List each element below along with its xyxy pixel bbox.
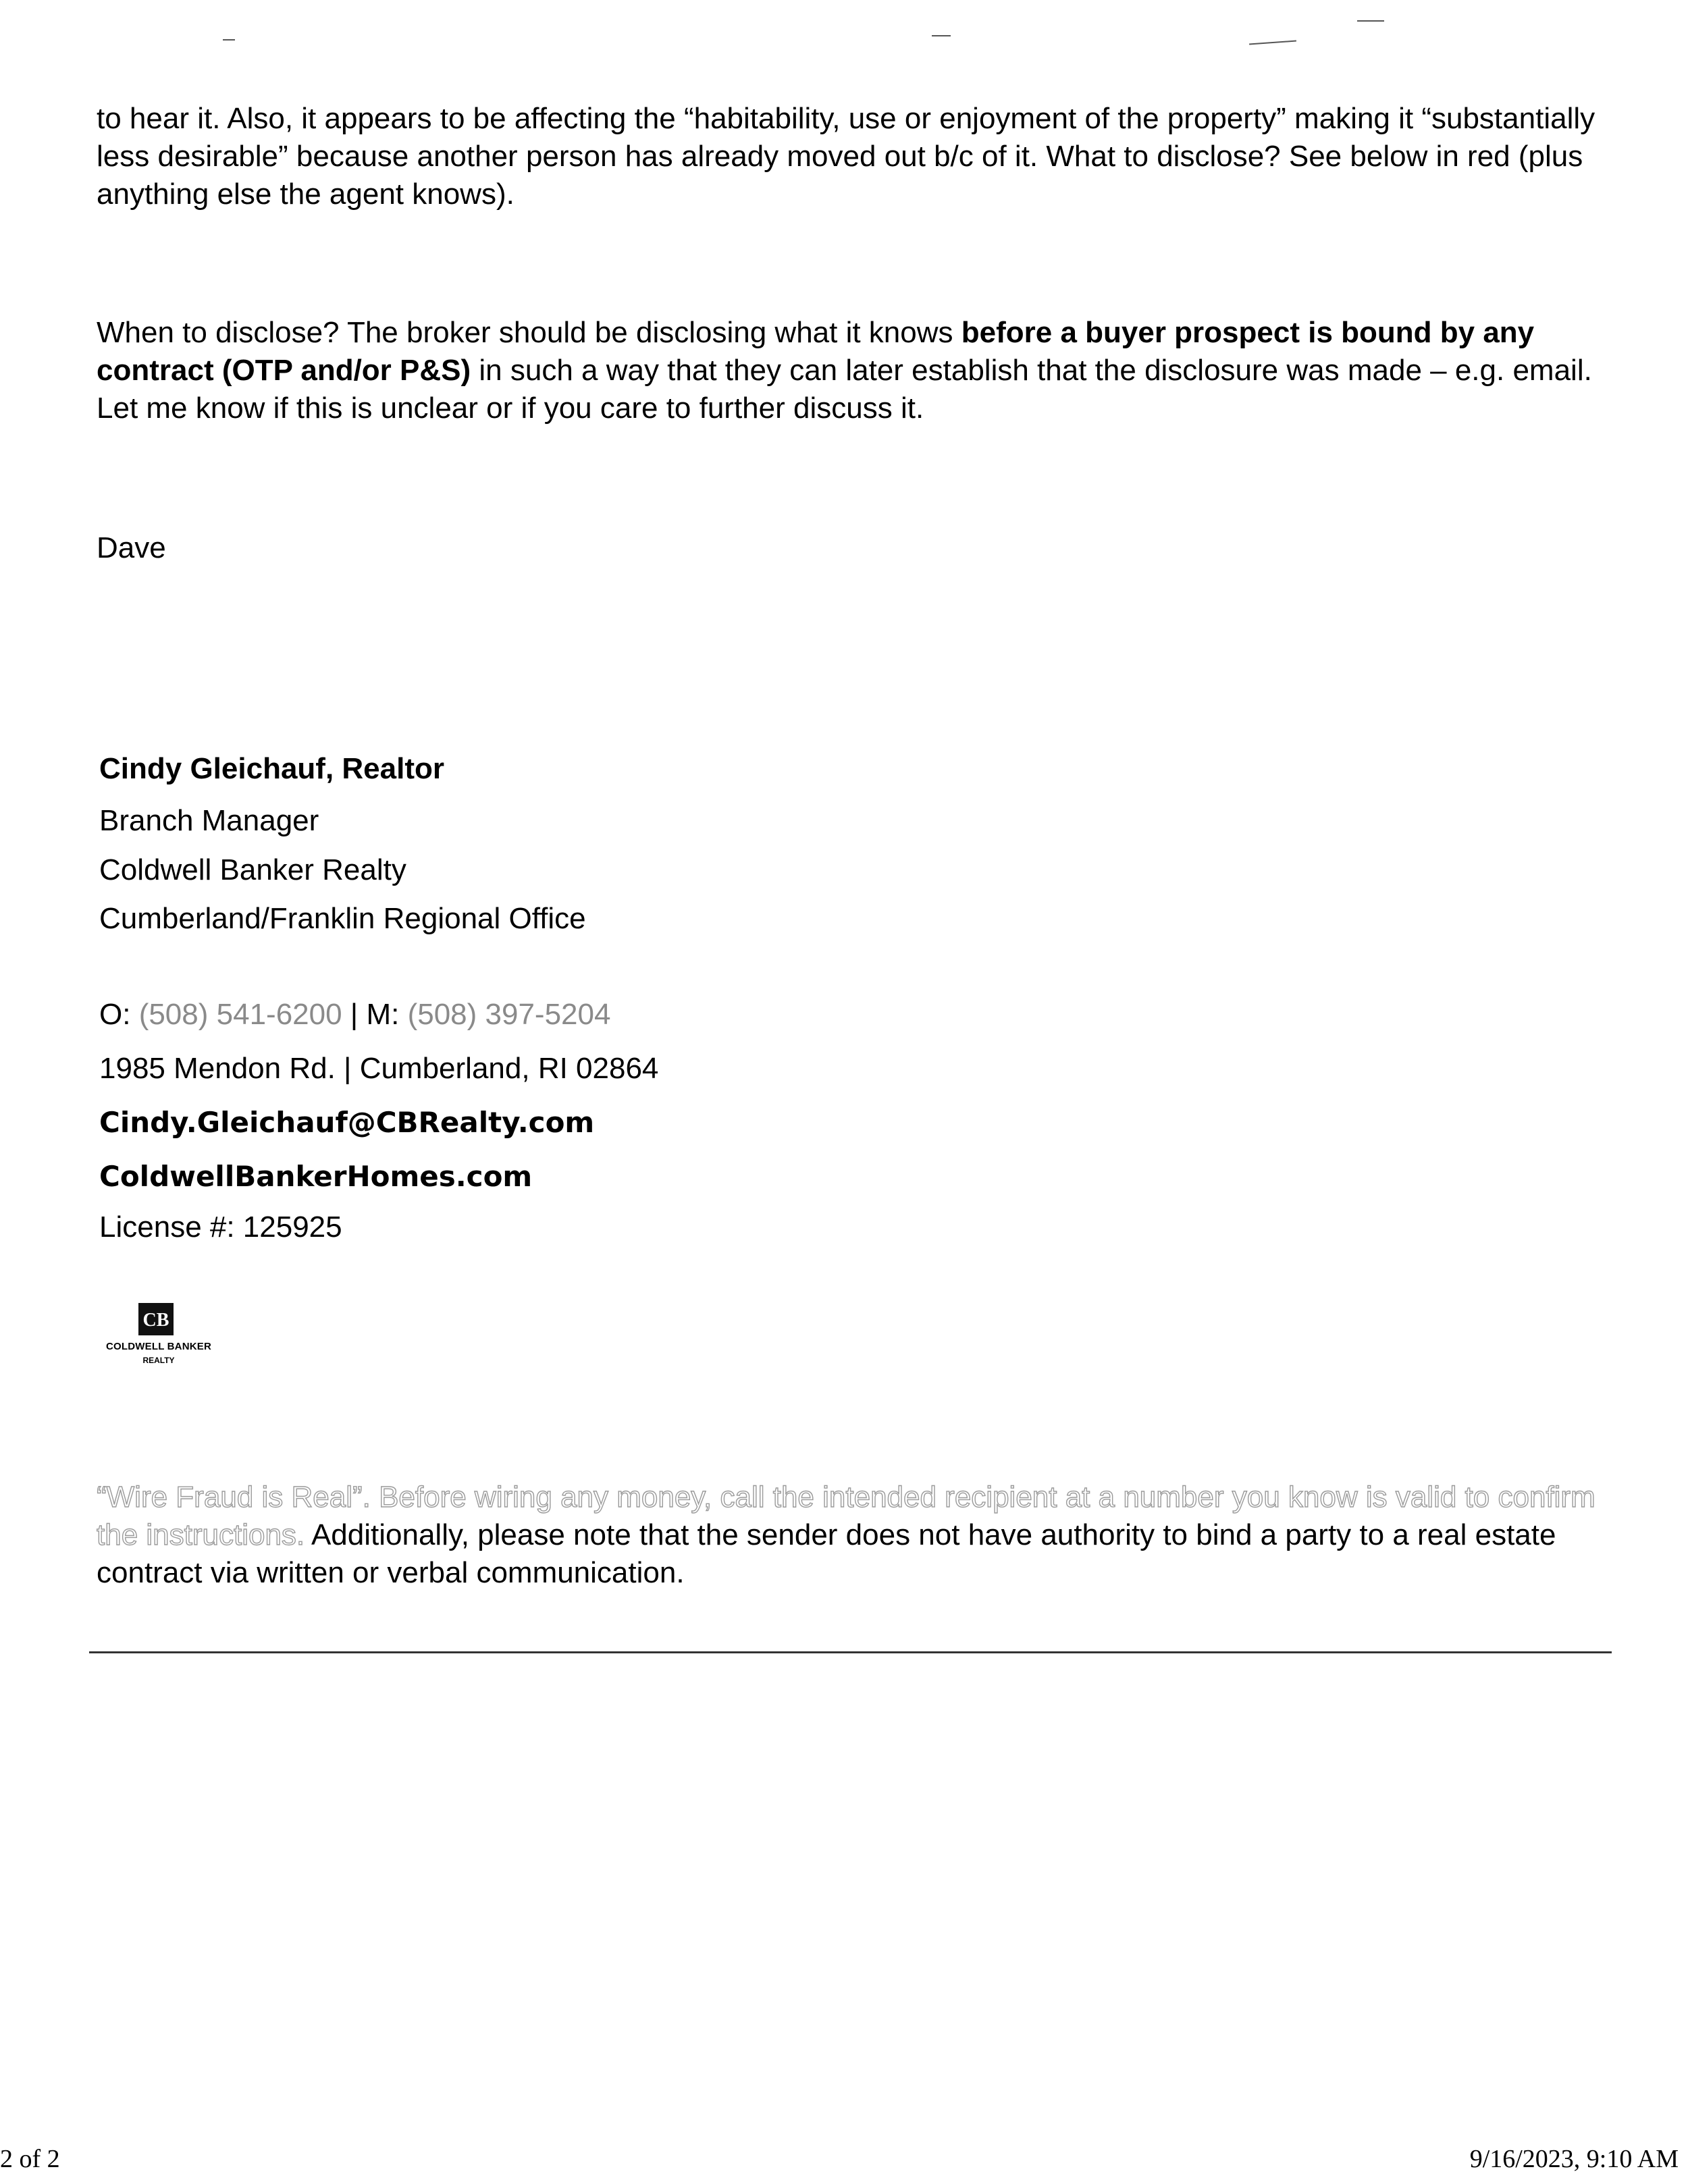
print-timestamp: 9/16/2023, 9:10 AM xyxy=(1469,2145,1679,2173)
signature-phones xyxy=(99,996,610,1034)
disclaimer-faint-text: “Wire Fraud is Real”. Before wiring any money, call the intended recipient at a number you know is valid to confirm the instructions. xyxy=(97,1481,1595,1551)
when-tail-text: in such a way that they can later establish that the disclosure was made – e.g. email. Let me know if this is unclear or if you care to further discuss it. xyxy=(97,354,1592,425)
page-number: 2 of 2 xyxy=(0,2145,60,2173)
signature-email-link[interactable]: Cindy.Gleichauf@CBRealty.com xyxy=(99,1106,595,1139)
cb-logo-icon xyxy=(138,1303,174,1335)
office-phone-label: O: xyxy=(99,998,139,1031)
mobile-phone-link[interactable]: (508) 397-5204 xyxy=(407,998,611,1031)
signature-website-link[interactable]: ColdwellBankerHomes.com xyxy=(99,1160,533,1193)
disclaimer-text: Additionally, please note that the sender does not have authority to bind a party to a real estate contract via written or verbal communication. xyxy=(97,1518,1556,1589)
when-bold-text: before a buyer prospect is bound by any contract (OTP and/or P&S) xyxy=(97,316,1535,387)
habitability-paragraph xyxy=(97,100,1609,213)
habitability-text: to hear it. Also, it appears to be affecting the “habitability, use or enjoyment of the property” making it “substantially less desirable” because another person has already moved out b/c of it. What to disclose? See below in red (plus anything else the agent knows). xyxy=(97,102,1595,211)
mobile-phone-label: M: xyxy=(366,998,408,1031)
when-lead-text: When to disclose? The broker should be disclosing what it knows xyxy=(97,316,961,349)
office-phone-link[interactable]: (508) 541-6200 xyxy=(138,998,342,1031)
signature-title: Branch Manager xyxy=(99,804,319,837)
signature-address: 1985 Mendon Rd. | Cumberland, RI 02864 xyxy=(99,1052,659,1085)
cb-monogram-icon xyxy=(138,1303,174,1335)
phone-separator: | xyxy=(342,998,367,1031)
scan-mark xyxy=(932,35,951,36)
scan-mark xyxy=(1357,20,1384,22)
signature-company: Coldwell Banker Realty xyxy=(99,853,406,886)
divider-line xyxy=(89,1651,1612,1653)
signature-license: License #: 125925 xyxy=(99,1210,342,1244)
signature-office: Cumberland/Franklin Regional Office xyxy=(99,902,586,935)
logo-wordmark: COLDWELL BANKER xyxy=(105,1341,212,1352)
signature-name: Cindy Gleichauf, Realtor xyxy=(99,752,444,785)
when-to-disclose-paragraph xyxy=(97,314,1609,427)
scan-mark xyxy=(223,39,235,41)
scan-mark xyxy=(1249,41,1296,45)
sign-off: Dave xyxy=(97,531,166,564)
cb-monogram-text: CB xyxy=(142,1310,169,1331)
coldwell-banker-logo xyxy=(98,1303,219,1377)
wire-fraud-disclaimer xyxy=(97,1479,1609,1592)
logo-subline: REALTY xyxy=(142,1356,175,1365)
